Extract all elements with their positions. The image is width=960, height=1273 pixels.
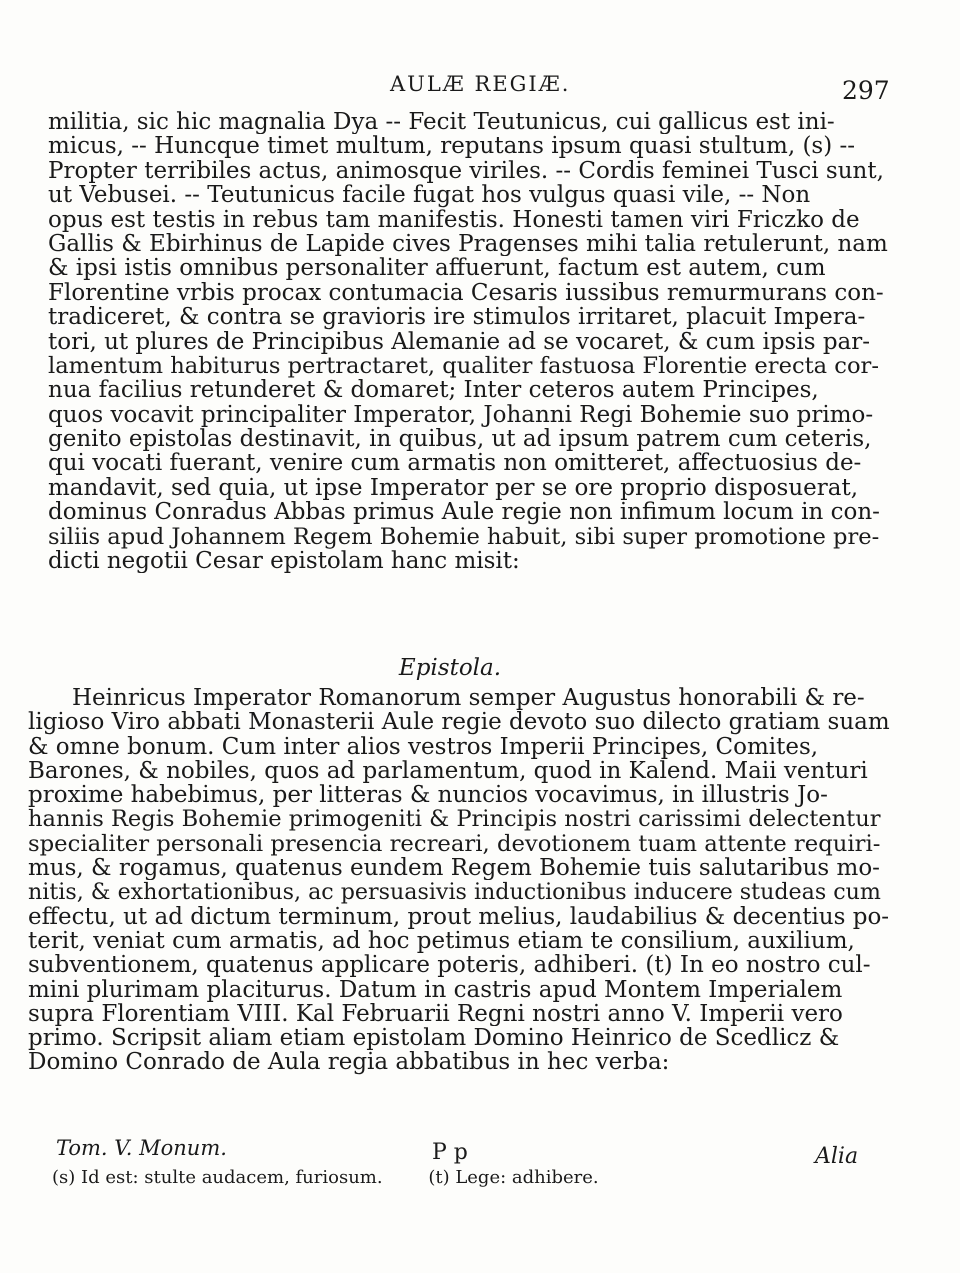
text-line: micus, -- Huncque timet multum, reputans ipsum quasi stultum, (s) -- (48, 134, 856, 159)
text-line: dominus Conradus Abbas primus Aule regie non infimum locum in con- (48, 500, 880, 525)
letter-line: supra Florentiam VIII. Kal Februarii Regni nostri anno V. Imperii vero (28, 1001, 843, 1027)
page-header (0, 72, 960, 112)
text-line: qui vocati fuerant, venire cum armatis non omitteret, affectuosius de- (48, 451, 862, 476)
letter-line: primo. Scripsit aliam etiam epistolam Domino Heinrico de Scedlicz & (28, 1026, 840, 1051)
text-line: Propter terribiles actus, animosque viriles. -- Cordis feminei Tusci sunt, (48, 158, 884, 184)
text-line: quos vocavit principaliter Imperator, Johanni Regi Bohemie suo primo- (48, 402, 874, 428)
text-line: lamentum habiturus pertractaret, qualiter fastuosa Florentie erecta cor- (48, 353, 879, 379)
text-line: nua facilius retunderet & domaret; Inter ceteros autem Principes, (48, 378, 819, 403)
letter-text (28, 686, 890, 1075)
text-line: opus est testis in rebus tam manifestis. Honesti tamen viri Friczko de (48, 207, 860, 232)
letter-line: hannis Regis Bohemie primogeniti & Principis nostri carissimi delectentur (28, 807, 881, 832)
letter-line: mini plurimam placiturus. Datum in castris apud Montem Imperialem (28, 977, 843, 1002)
text-line: tori, ut plures de Principibus Alemanie ad se vocaret, & cum ipsis par- (48, 329, 871, 354)
page-number: 297 (842, 76, 890, 105)
letter-line: effectu, ut ad dictum terminum, prout melius, laudabilius & decentius po- (28, 904, 890, 929)
footnote-s: (s) Id est: stulte audacem, furiosum. (52, 1167, 383, 1188)
text-line: mandavit, sed quia, ut ipse Imperator per se ore proprio disposuerat, (48, 475, 859, 501)
catchword: Alia (815, 1144, 859, 1169)
letter-line: proxime habebimus, per litteras & nuncios vocavimus, in illustris Jo- (28, 783, 828, 808)
text-line: dicti negotii Cesar epistolam hanc misit: (48, 549, 520, 574)
letter-line: terit, veniat cum armatis, ad hoc petimus etiam te consilium, auxilium, (28, 928, 855, 954)
letter-line: Barones, & nobiles, quos ad parlamentum, quod in Kalend. Maii venturi (28, 758, 868, 784)
letter-line: subventionem, quatenus applicare poteris, adhiberi. (t) In eo nostro cul- (28, 953, 871, 978)
letter-line: mus, & rogamus, quatenus eundem Regem Bohemie tuis salutaribus mo- (28, 856, 880, 881)
footnotes (52, 1167, 892, 1188)
text-line: ut Vebusei. -- Teutunicus facile fugat hos vulgus quasi vile, -- Non (48, 183, 811, 208)
letter-line: ligioso Viro abbati Monasterii Aule regie devoto suo dilecto gratiam suam (28, 710, 890, 735)
letter-line: Heinricus Imperator Romanorum semper Augustus honorabili & re- (72, 686, 865, 711)
running-title: AULÆ REGIÆ. (390, 72, 571, 96)
letter-line: specialiter personali presencia recreari, devotionem tuam attente requiri- (28, 831, 881, 857)
letter-line: Domino Conrado de Aula regia abbatibus in hec verba: (28, 1050, 670, 1075)
signature-mark: P p (432, 1140, 468, 1165)
footnote-t: (t) Lege: adhibere. (428, 1167, 599, 1188)
letter-line: & omne bonum. Cum inter alios vestros Imperii Principes, Comites, (28, 734, 819, 759)
body-text (48, 110, 888, 573)
volume-mark: Tom. V. Monum. (56, 1136, 227, 1160)
text-line: genito epistolas destinavit, in quibus, ut ad ipsum patrem cum ceteris, (48, 427, 872, 452)
text-line: tradiceret, & contra se gravioris ire stimulos irritaret, placuit Impera- (48, 305, 866, 330)
text-line: militia, sic hic magnalia Dya -- Fecit Teutunicus, cui gallicus est ini- (48, 110, 835, 135)
letter-line: nitis, & exhortationibus, ac persuasivis inductionibus inducere studeas cum (28, 880, 881, 905)
text-line: Gallis & Ebirhinus de Lapide cives Pragenses mihi talia retulerunt, nam (48, 231, 888, 257)
section-title: Epistola. (398, 655, 502, 681)
text-line: Florentine vrbis procax contumacia Cesaris iussibus remurmurans con- (48, 280, 884, 306)
text-line: siliis apud Johannem Regem Bohemie habuit, sibi super promotione pre- (48, 524, 880, 550)
text-line: & ipsi istis omnibus personaliter affuerunt, factum est autem, cum (48, 256, 826, 281)
